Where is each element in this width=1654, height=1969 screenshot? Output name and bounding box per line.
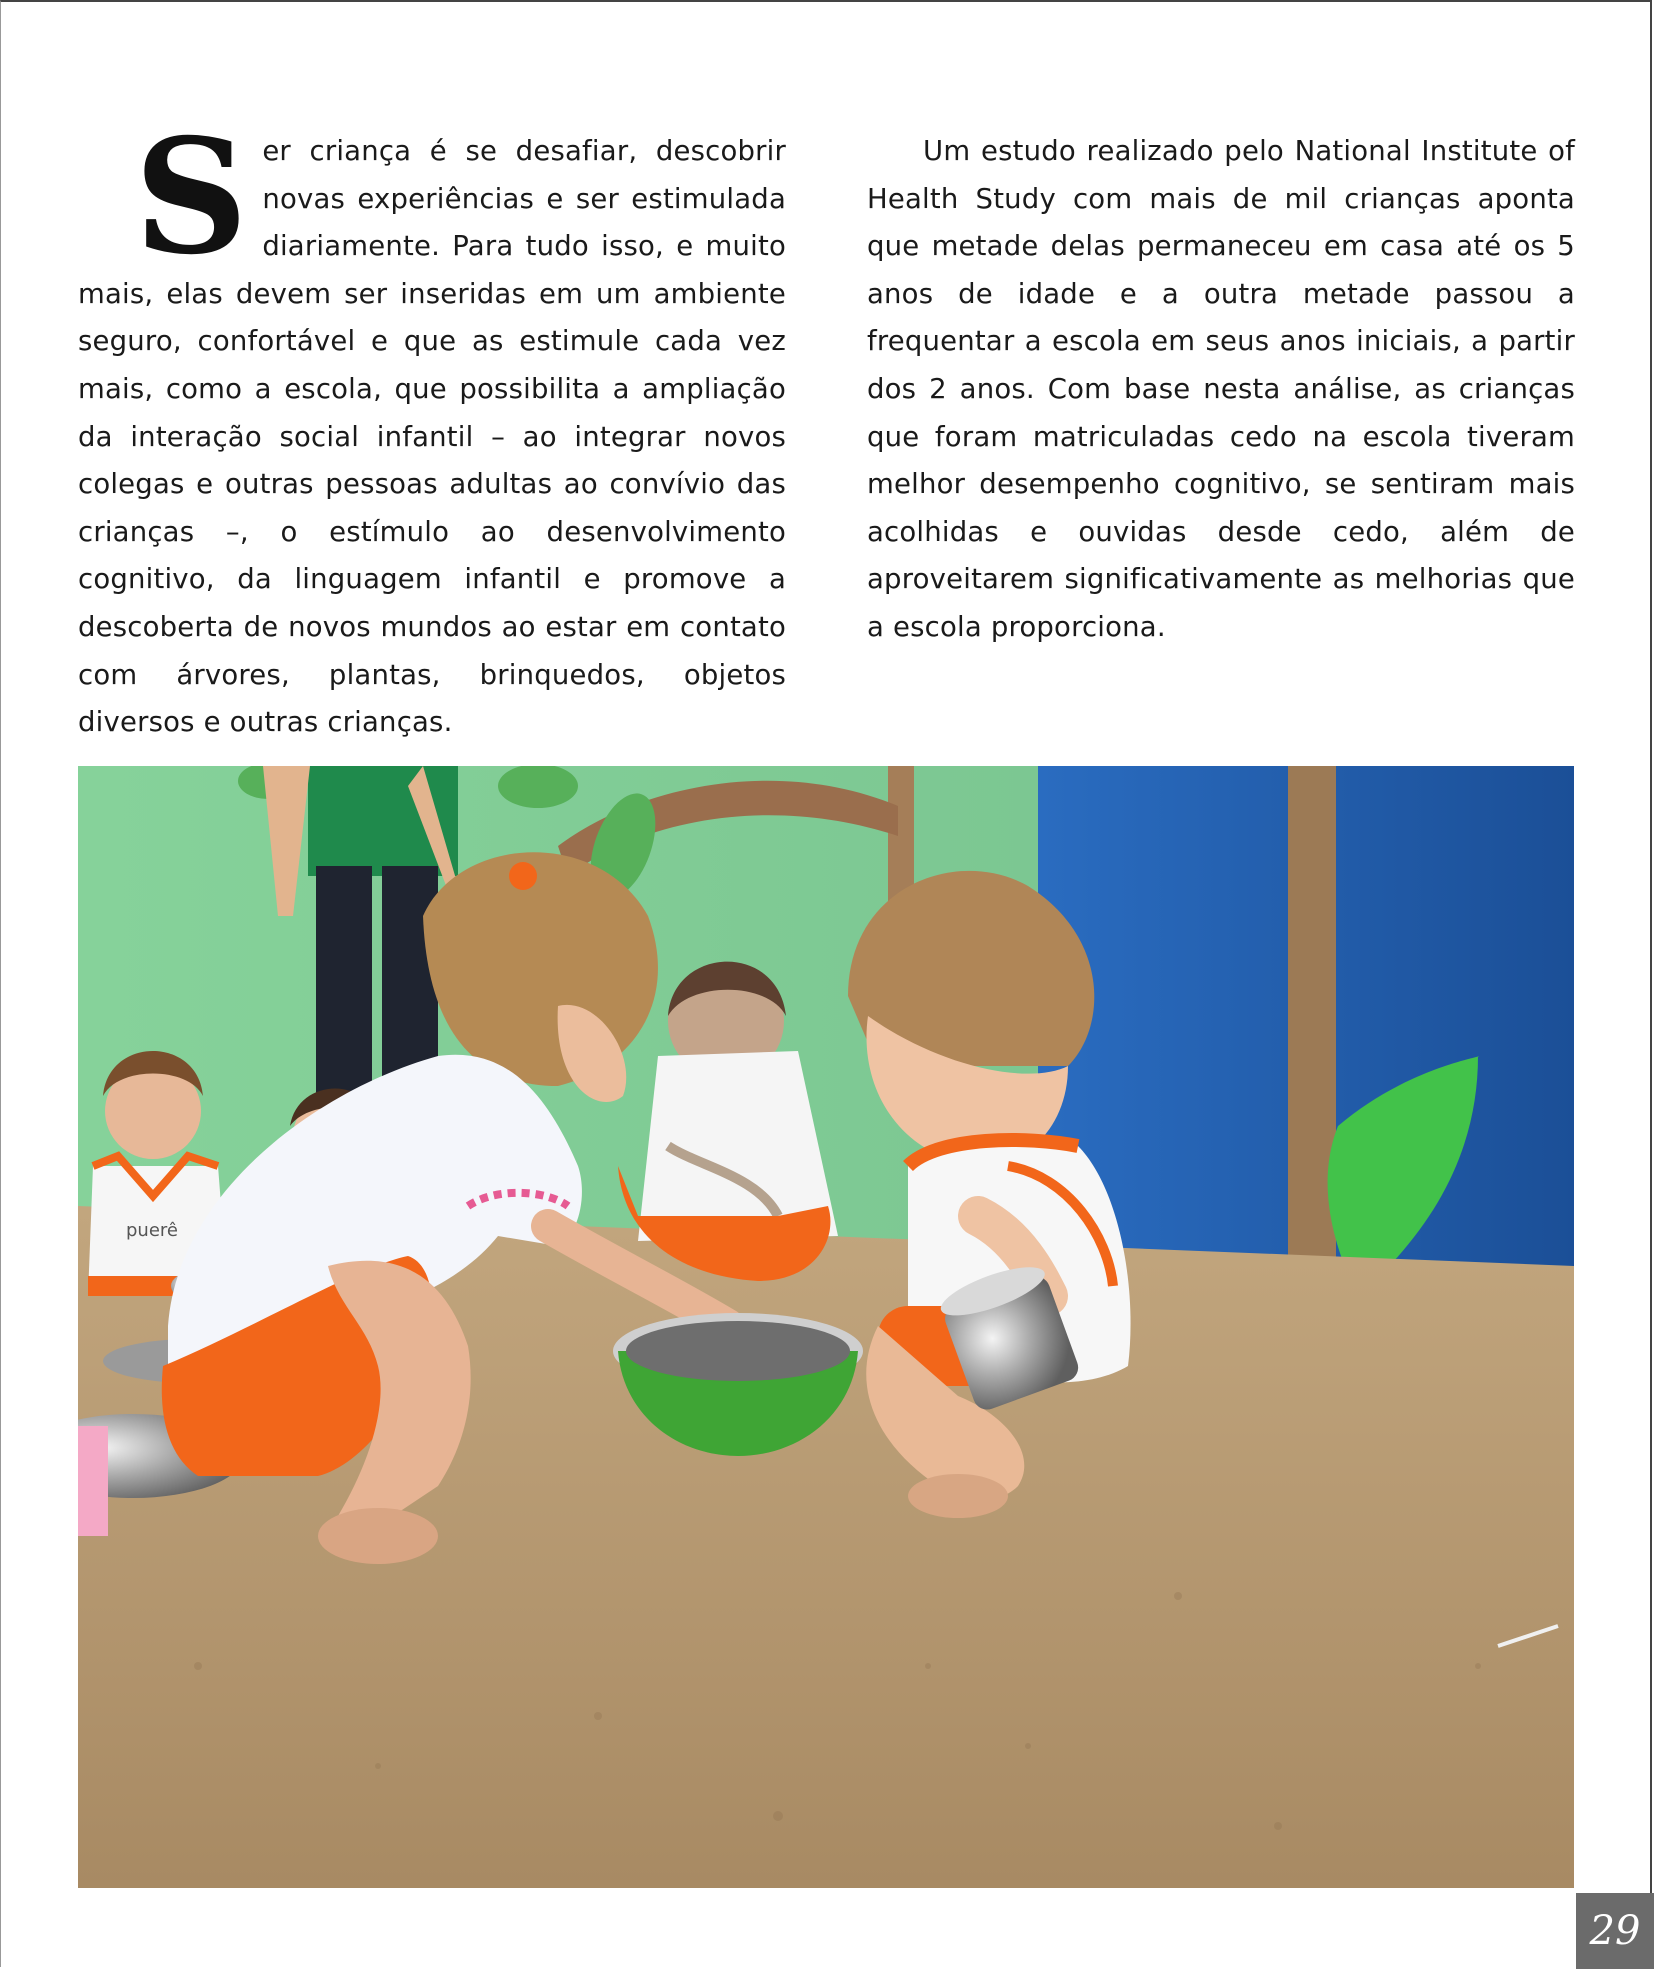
study-paragraph: Um estudo realizado pelo National Institute of Health Study com mais de mil crianças aponta que metade delas permaneceu em casa até os 5 anos de idade e a outra metade passou a frequentar a escola em seus anos iniciais, a partir dos 2 anos. Com base nesta análise, as crianças que foram matriculadas cedo na escola tiveram melhor desempenho cognitivo, se sentiram mais acolhidas e ouvidas desde cedo, além de aproveitarem significativamente as melhorias que a escola proporciona.	[867, 135, 1575, 643]
page-number: 29	[1576, 1893, 1654, 1969]
article-left-column	[78, 105, 786, 747]
article-right-column	[867, 128, 1575, 652]
intro-paragraph	[78, 105, 786, 747]
intro-paragraph-text: er criança é se desafiar, descobrir novas experiências e ser estimulada diariamente. Para tudo isso, e muito mais, elas devem ser inseridas em um ambiente seguro, confortável e que as estimule cada vez mais, como a escola, que possibilita a ampliação da interação social infantil – ao integrar novos colegas e outras pessoas adultas ao convívio das crianças –, o estímulo ao desenvolvimento cognitivo, da linguagem infantil e promove a descoberta de novos mundos ao estar em contato com árvores, plantas, brinquedos, objetos diversos e outras crianças.	[78, 135, 786, 739]
wooden-post	[1288, 766, 1336, 1326]
drop-cap: S	[134, 105, 249, 290]
shirt-logo: puerê	[126, 1220, 178, 1241]
children-playing-in-sand-photo	[78, 766, 1574, 1888]
